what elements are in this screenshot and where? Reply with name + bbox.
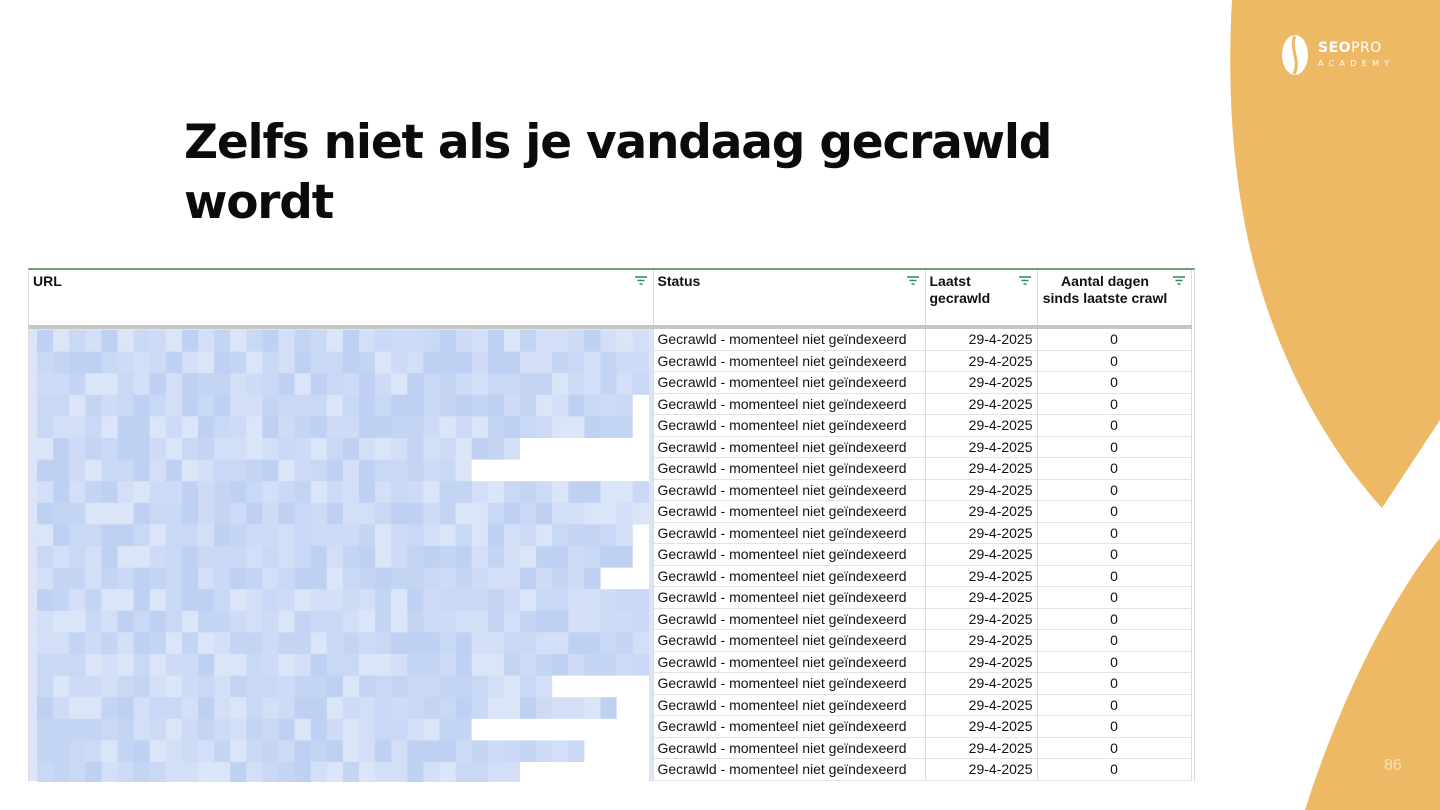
- last-crawled-cell[interactable]: 29-4-2025: [925, 608, 1037, 630]
- status-cell[interactable]: Gecrawld - momenteel niet geïndexeerd: [653, 458, 925, 480]
- last-crawled-cell[interactable]: 29-4-2025: [925, 651, 1037, 673]
- status-cell[interactable]: Gecrawld - momenteel niet geïndexeerd: [653, 501, 925, 523]
- table-row: [29, 651, 1191, 673]
- last-crawled-cell[interactable]: 29-4-2025: [925, 716, 1037, 738]
- days-since-crawl-cell[interactable]: 0: [1037, 651, 1191, 673]
- days-since-crawl-cell[interactable]: 0: [1037, 393, 1191, 415]
- last-crawled-cell[interactable]: 29-4-2025: [925, 759, 1037, 781]
- status-cell[interactable]: Gecrawld - momenteel niet geïndexeerd: [653, 479, 925, 501]
- days-since-crawl-cell[interactable]: 0: [1037, 759, 1191, 781]
- table-row: [29, 436, 1191, 458]
- url-cell[interactable]: [29, 479, 653, 501]
- logo-mark-icon: [1278, 33, 1312, 77]
- url-cell[interactable]: [29, 673, 653, 695]
- days-since-crawl-cell[interactable]: 0: [1037, 350, 1191, 372]
- days-since-crawl-cell[interactable]: 0: [1037, 716, 1191, 738]
- column-header-url[interactable]: URL: [29, 270, 653, 327]
- url-cell[interactable]: [29, 415, 653, 437]
- table-row: [29, 608, 1191, 630]
- status-cell[interactable]: Gecrawld - momenteel niet geïndexeerd: [653, 759, 925, 781]
- days-since-crawl-cell[interactable]: 0: [1037, 694, 1191, 716]
- column-header-status[interactable]: Status: [653, 270, 925, 327]
- last-crawled-cell[interactable]: 29-4-2025: [925, 327, 1037, 350]
- days-since-crawl-cell[interactable]: 0: [1037, 544, 1191, 566]
- status-cell[interactable]: Gecrawld - momenteel niet geïndexeerd: [653, 436, 925, 458]
- crawl-status-table: [29, 270, 1192, 781]
- status-cell[interactable]: Gecrawld - momenteel niet geïndexeerd: [653, 630, 925, 652]
- url-cell[interactable]: [29, 651, 653, 673]
- status-cell[interactable]: Gecrawld - momenteel niet geïndexeerd: [653, 415, 925, 437]
- last-crawled-cell[interactable]: 29-4-2025: [925, 501, 1037, 523]
- filter-icon[interactable]: [907, 276, 919, 285]
- status-cell[interactable]: Gecrawld - momenteel niet geïndexeerd: [653, 608, 925, 630]
- last-crawled-cell[interactable]: 29-4-2025: [925, 522, 1037, 544]
- filter-icon[interactable]: [1019, 276, 1031, 285]
- table-row: [29, 393, 1191, 415]
- logo-subtitle: ACADEMY: [1318, 59, 1395, 68]
- status-cell[interactable]: Gecrawld - momenteel niet geïndexeerd: [653, 716, 925, 738]
- column-header-last-crawled[interactable]: Laatst gecrawld: [925, 270, 1037, 327]
- spreadsheet: [28, 268, 1195, 782]
- table-row: [29, 350, 1191, 372]
- days-since-crawl-cell[interactable]: 0: [1037, 458, 1191, 480]
- last-crawled-cell[interactable]: 29-4-2025: [925, 458, 1037, 480]
- days-since-crawl-cell[interactable]: 0: [1037, 737, 1191, 759]
- days-since-crawl-cell[interactable]: 0: [1037, 479, 1191, 501]
- status-cell[interactable]: Gecrawld - momenteel niet geïndexeerd: [653, 587, 925, 609]
- status-cell[interactable]: Gecrawld - momenteel niet geïndexeerd: [653, 737, 925, 759]
- days-since-crawl-cell[interactable]: 0: [1037, 372, 1191, 394]
- last-crawled-cell[interactable]: 29-4-2025: [925, 415, 1037, 437]
- url-cell[interactable]: [29, 565, 653, 587]
- days-since-crawl-cell[interactable]: 0: [1037, 415, 1191, 437]
- url-cell[interactable]: [29, 630, 653, 652]
- last-crawled-cell[interactable]: 29-4-2025: [925, 372, 1037, 394]
- table-row: [29, 737, 1191, 759]
- table-row: [29, 415, 1191, 437]
- slide-title: Zelfs niet als je vandaag gecrawld wordt: [184, 115, 1052, 230]
- status-cell[interactable]: Gecrawld - momenteel niet geïndexeerd: [653, 393, 925, 415]
- url-cell[interactable]: [29, 522, 653, 544]
- days-since-crawl-cell[interactable]: 0: [1037, 501, 1191, 523]
- header-row: [29, 270, 1191, 327]
- days-since-crawl-cell[interactable]: 0: [1037, 327, 1191, 350]
- table-row: [29, 694, 1191, 716]
- url-cell[interactable]: [29, 587, 653, 609]
- logo-name: SEOPRO: [1318, 40, 1382, 56]
- last-crawled-cell[interactable]: 29-4-2025: [925, 694, 1037, 716]
- status-cell[interactable]: Gecrawld - momenteel niet geïndexeerd: [653, 372, 925, 394]
- table-row: [29, 587, 1191, 609]
- url-cell[interactable]: [29, 716, 653, 738]
- url-cell[interactable]: [29, 436, 653, 458]
- url-cell[interactable]: [29, 694, 653, 716]
- table-row: [29, 544, 1191, 566]
- days-since-crawl-cell[interactable]: 0: [1037, 587, 1191, 609]
- status-cell[interactable]: Gecrawld - momenteel niet geïndexeerd: [653, 673, 925, 695]
- table-row: [29, 522, 1191, 544]
- days-since-crawl-cell[interactable]: 0: [1037, 522, 1191, 544]
- url-cell[interactable]: [29, 350, 653, 372]
- filter-icon[interactable]: [1173, 276, 1185, 285]
- status-cell[interactable]: Gecrawld - momenteel niet geïndexeerd: [653, 350, 925, 372]
- days-since-crawl-cell[interactable]: 0: [1037, 630, 1191, 652]
- days-since-crawl-cell[interactable]: 0: [1037, 436, 1191, 458]
- table-row: [29, 759, 1191, 781]
- seopro-academy-logo: [1278, 33, 1398, 79]
- url-cell[interactable]: [29, 501, 653, 523]
- table-row: [29, 327, 1191, 350]
- days-since-crawl-cell[interactable]: 0: [1037, 565, 1191, 587]
- url-cell[interactable]: [29, 458, 653, 480]
- last-crawled-cell[interactable]: 29-4-2025: [925, 393, 1037, 415]
- url-cell[interactable]: [29, 372, 653, 394]
- url-cell[interactable]: [29, 759, 653, 781]
- last-crawled-cell[interactable]: 29-4-2025: [925, 737, 1037, 759]
- last-crawled-cell[interactable]: 29-4-2025: [925, 544, 1037, 566]
- last-crawled-cell[interactable]: 29-4-2025: [925, 436, 1037, 458]
- filter-icon[interactable]: [635, 276, 647, 285]
- table-row: [29, 372, 1191, 394]
- table-row: [29, 716, 1191, 738]
- days-since-crawl-cell[interactable]: 0: [1037, 608, 1191, 630]
- last-crawled-cell[interactable]: 29-4-2025: [925, 350, 1037, 372]
- url-cell[interactable]: [29, 393, 653, 415]
- url-cell[interactable]: [29, 544, 653, 566]
- last-crawled-cell[interactable]: 29-4-2025: [925, 587, 1037, 609]
- url-cell[interactable]: [29, 608, 653, 630]
- last-crawled-cell[interactable]: 29-4-2025: [925, 630, 1037, 652]
- status-cell[interactable]: Gecrawld - momenteel niet geïndexeerd: [653, 694, 925, 716]
- page-number: 86: [1384, 757, 1402, 774]
- status-cell[interactable]: Gecrawld - momenteel niet geïndexeerd: [653, 327, 925, 350]
- url-cell[interactable]: [29, 327, 653, 350]
- accent-shape-bottom: [1305, 538, 1440, 810]
- last-crawled-cell[interactable]: 29-4-2025: [925, 479, 1037, 501]
- table-row: [29, 458, 1191, 480]
- status-cell[interactable]: Gecrawld - momenteel niet geïndexeerd: [653, 651, 925, 673]
- last-crawled-cell[interactable]: 29-4-2025: [925, 565, 1037, 587]
- last-crawled-cell[interactable]: 29-4-2025: [925, 673, 1037, 695]
- status-cell[interactable]: Gecrawld - momenteel niet geïndexeerd: [653, 522, 925, 544]
- table-row: [29, 565, 1191, 587]
- column-header-days-since-crawl[interactable]: Aantal dagen sinds laatste crawl: [1037, 270, 1191, 327]
- table-row: [29, 630, 1191, 652]
- table-row: [29, 501, 1191, 523]
- url-cell[interactable]: [29, 737, 653, 759]
- table-row: [29, 673, 1191, 695]
- days-since-crawl-cell[interactable]: 0: [1037, 673, 1191, 695]
- status-cell[interactable]: Gecrawld - momenteel niet geïndexeerd: [653, 565, 925, 587]
- status-cell[interactable]: Gecrawld - momenteel niet geïndexeerd: [653, 544, 925, 566]
- table-row: [29, 479, 1191, 501]
